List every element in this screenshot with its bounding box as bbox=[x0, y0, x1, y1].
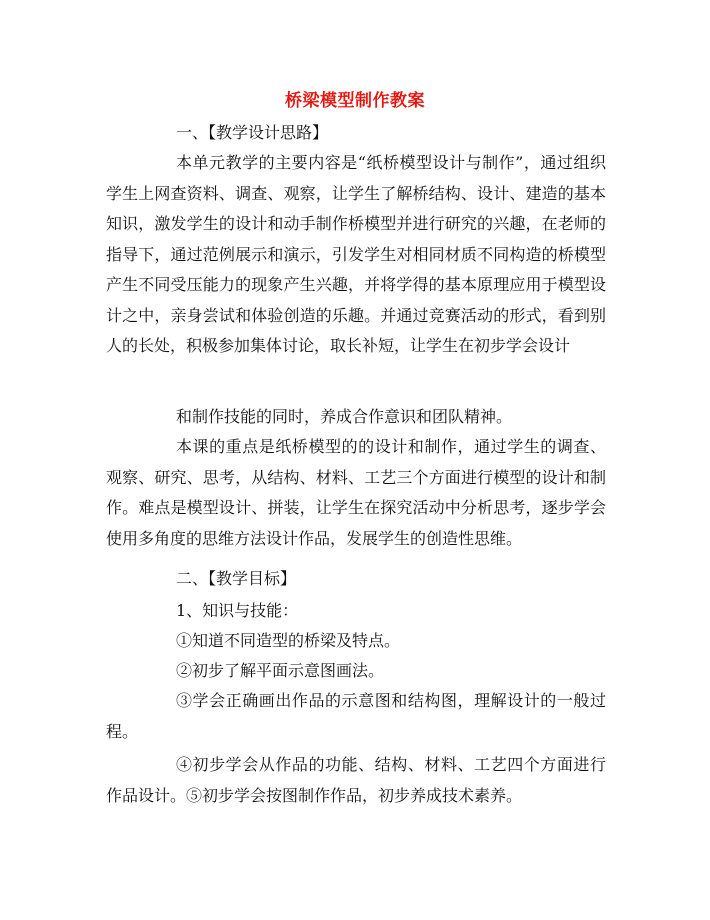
objective-item-4-5: ④初步学会从作品的功能、结构、材料、工艺四个方面进行作品设计。⑤初步学会按图制作作品，初步养成技术素养。 bbox=[106, 755, 606, 805]
section-heading-design-idea: 一、【教学设计思路】 bbox=[176, 123, 329, 142]
section-heading-objectives: 二、【教学目标】 bbox=[176, 569, 297, 588]
document-title: 桥梁模型制作教案 bbox=[285, 91, 425, 111]
objective-item-1: ①知道不同造型的桥梁及特点。 bbox=[176, 631, 401, 650]
paragraph-design-idea: 本单元教学的主要内容是“纸桥模型设计与制作”，通过组织学生上网查资料、调查、观察，让学生了解桥结构、设计、建造的基本知识，激发学生的设计和动手制作桥模型并进行研究的兴趣，在老师的指导下，通过范例展示和演示，引发学生对相同材质不同构造的桥模型产生不同受压能力的现象产生兴趣，并将学得的基本原理应用于模型设计之中，亲身尝试和体验创造的乐趣。并通过竞赛活动的形式，看到别人的长处，积极参加集体讨论，取长补短，让学生在初步学会设计 bbox=[106, 153, 606, 355]
objective-item-3: ③学会正确画出作品的示意图和结构图，理解设计的一般过程。 bbox=[106, 691, 606, 741]
paragraph-design-idea-continued: 和制作技能的同时，养成合作意识和团队精神。 bbox=[176, 407, 513, 426]
paragraph-key-points: 本课的重点是纸桥模型的的设计和制作，通过学生的调查、观察、研究、思考，从结构、材料、工艺三个方面进行模型的设计和制作。难点是模型设计、拼装，让学生在探究活动中分析思考，逐步学会使用多角度的思维方法设计作品，发展学生的创造性思维。 bbox=[106, 437, 606, 548]
objective-item-2: ②初步了解平面示意图画法。 bbox=[176, 661, 385, 680]
objective-subheading-knowledge-skills: 1、知识与技能： bbox=[176, 601, 299, 620]
